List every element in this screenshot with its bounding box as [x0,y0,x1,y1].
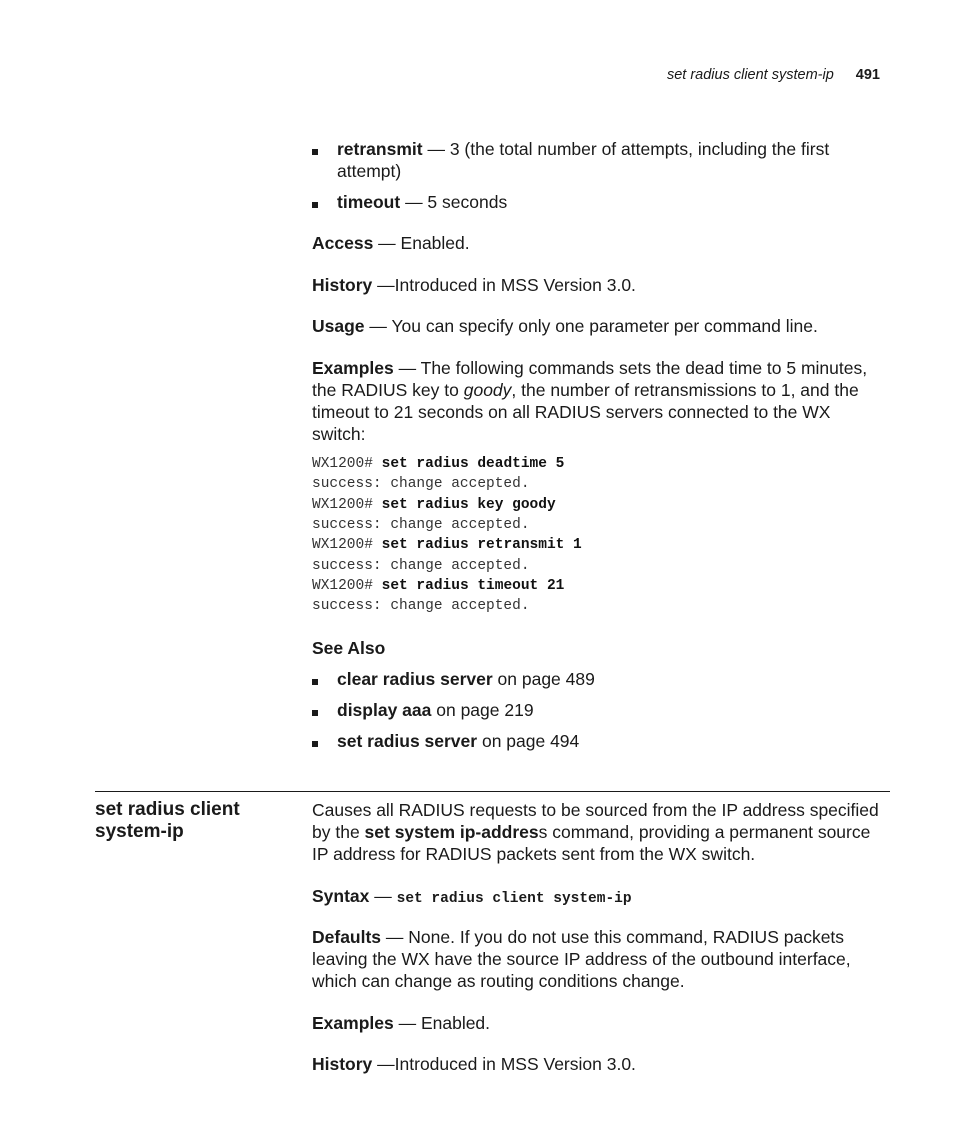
bullet-icon [312,149,318,155]
see-also-link[interactable]: display aaa on page 219 [337,700,534,720]
code-line: WX1200# set radius key goody [312,497,556,513]
examples-paragraph: Examples — The following commands sets the dead time to 5 minutes, the RADIUS key to goody, the number of retransmissions to 1, and the timeout to 21 seconds on all RADIUS servers connected to the WX switch: [312,358,868,444]
running-header [560,67,880,83]
see-also-heading: See Also [312,638,386,658]
bullet-retransmit: retransmit — 3 (the total number of attempts, including the first attempt) [337,139,830,181]
bullet-timeout: timeout — 5 seconds [337,192,508,212]
syntax-command: set radius client system-ip [396,891,632,907]
history2-paragraph: History —Introduced in MSS Version 3.0. [312,1054,636,1074]
section-title: set radius client system-ip [95,799,240,842]
section-divider [95,791,890,792]
code-line: success: change accepted. [312,558,530,574]
code-line: success: change accepted. [312,476,530,492]
examples2-paragraph: Examples — Enabled. [312,1013,491,1033]
code-line: success: change accepted. [312,517,530,533]
bullet-icon [312,741,318,747]
page-number: 491 [855,67,880,83]
bullet-icon [312,679,318,685]
access-paragraph: Access — Enabled. [312,233,470,253]
bullet-icon [312,202,318,208]
syntax-paragraph: Syntax — set radius client system-ip [312,886,632,907]
code-line: WX1200# set radius timeout 21 [312,578,565,594]
running-title: set radius client system-ip [666,67,834,83]
see-also-link[interactable]: set radius server on page 494 [337,731,580,751]
usage-paragraph: Usage — You can specify only one parameter per command line. [312,316,818,336]
section-description: Causes all RADIUS requests to be sourced from the IP address specified by the set system ip-address command, providing a permanent source IP address for RADIUS packets sent from the WX switch. [312,800,879,864]
bullet-icon [312,710,318,716]
see-also-link[interactable]: clear radius server on page 489 [337,669,595,689]
code-line: WX1200# set radius retransmit 1 [312,537,582,553]
code-line: success: change accepted. [312,598,530,614]
defaults-paragraph: Defaults — None. If you do not use this command, RADIUS packets leaving the WX have the source IP address of the outbound interface, which can change as routing conditions change. [312,927,851,991]
code-line: WX1200# set radius deadtime 5 [312,456,565,472]
history-paragraph: History —Introduced in MSS Version 3.0. [312,275,636,295]
